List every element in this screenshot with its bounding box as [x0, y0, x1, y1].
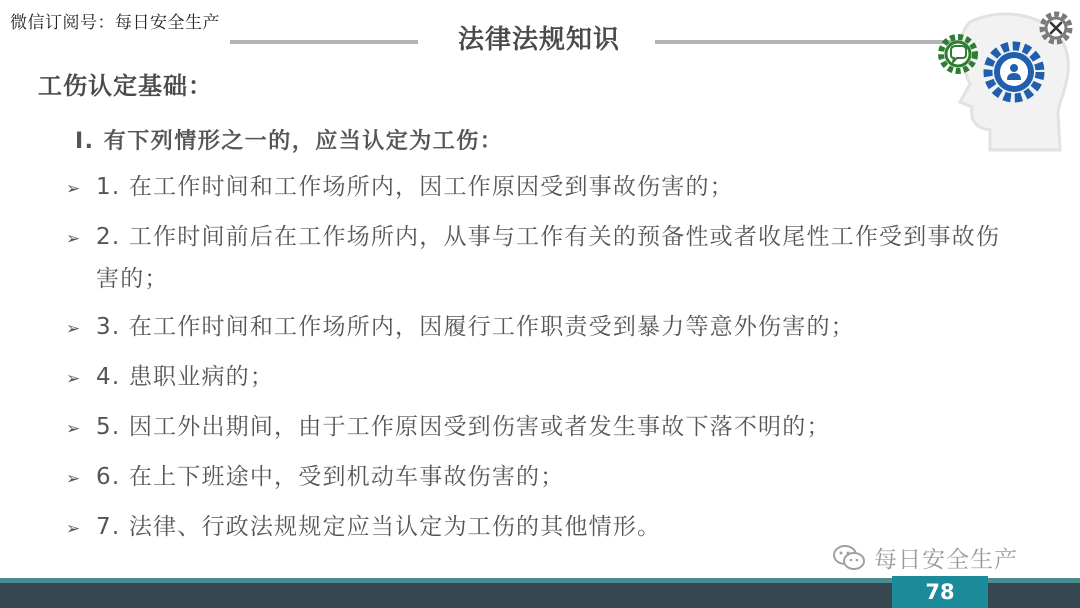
bullet-arrow-icon: ➢: [66, 519, 82, 539]
list-item: [66, 456, 1006, 500]
list-item-text: 4. 患职业病的；: [96, 364, 275, 390]
page-number-box: [892, 576, 988, 608]
criteria-list: [66, 166, 1006, 556]
page-title: 法律法规知识: [458, 25, 621, 55]
gear-gray-icon: [1042, 14, 1070, 42]
section-heading: 工伤认定基础：: [38, 72, 213, 100]
bullet-arrow-icon: ➢: [66, 229, 82, 249]
bullet-arrow-icon: ➢: [66, 179, 82, 199]
list-item-text: 6. 在上下班途中，受到机动车事故伤害的；: [96, 464, 565, 490]
bullet-arrow-icon: ➢: [66, 419, 82, 439]
list-item-text: 5. 因工外出期间，由于工作原因受到伤害或者发生事故下落不明的；: [96, 414, 831, 440]
title-rule-left: [230, 40, 418, 44]
bullet-arrow-icon: ➢: [66, 369, 82, 389]
list-item: [66, 306, 1006, 350]
list-item: [66, 216, 1006, 300]
list-item-text: 2. 工作时间前后在工作场所内，从事与工作有关的预备性或者收尾性工作受到事故伤害的；: [96, 224, 1001, 292]
list-item-text: 1. 在工作时间和工作场所内，因工作原因受到事故伤害的；: [96, 174, 734, 200]
watermark-text: 每日安全生产: [874, 547, 1018, 573]
head-gears-icon: [930, 2, 1078, 152]
intro-line: Ⅰ. 有下列情形之一的，应当认定为工伤：: [75, 129, 504, 154]
list-item-text: 3. 在工作时间和工作场所内，因履行工作职责受到暴力等意外伤害的；: [96, 314, 855, 340]
account-label: 微信订阅号：每日安全生产: [10, 13, 220, 33]
watermark: [832, 541, 1018, 574]
list-item: [66, 406, 1006, 450]
bullet-arrow-icon: ➢: [66, 319, 82, 339]
wechat-icon: [832, 544, 866, 572]
list-item-text: 7. 法律、行政法规规定应当认定为工伤的其他情形。: [96, 514, 662, 540]
bullet-arrow-icon: ➢: [66, 469, 82, 489]
page-number: 78: [925, 580, 955, 604]
list-item: [66, 166, 1006, 210]
list-item: [66, 356, 1006, 400]
